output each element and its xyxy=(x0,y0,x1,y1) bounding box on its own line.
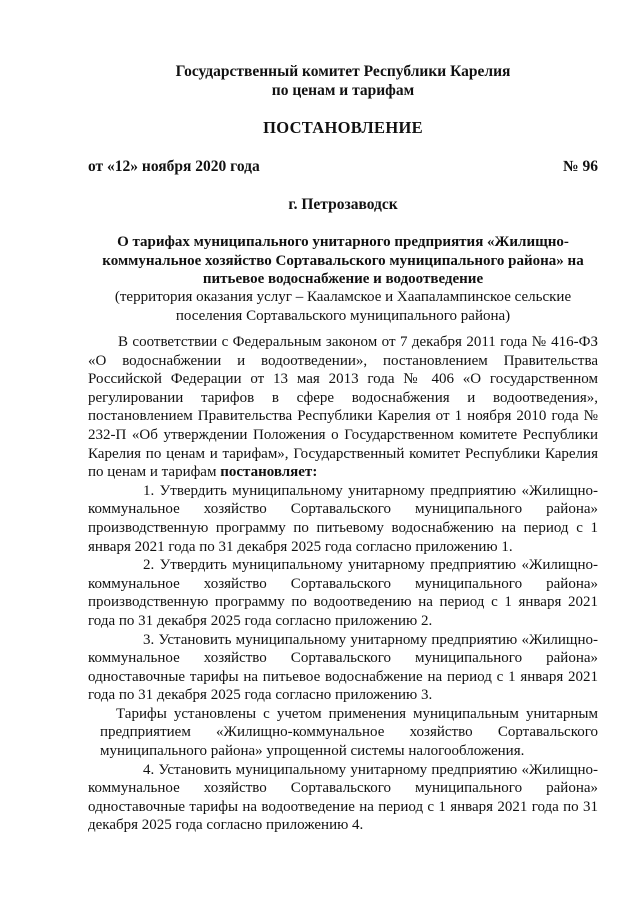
document-type: ПОСТАНОВЛЕНИЕ xyxy=(263,118,423,137)
item-3: 3. Установить муниципальному унитарному предприятию «Жилищно-коммунальное хозяйство Сортавальского муниципального района» одноставочные тарифы на питьевое водоснабжение на период с 1 января 2021 года по 31 декабря 2025 года согласно приложению 3. xyxy=(88,631,598,704)
item-2: 2. Утвердить муниципальному унитарному предприятию «Жилищно-коммунальное хозяйство Сортавальского муниципального района» производственную программу по водоотведению на период с 1 января 2021 года по 31 декабря 2025 года согласно приложению 2. xyxy=(88,557,598,629)
document-subtitle: (территория оказания услуг – Кааламское и Хаапалампинское сельские поселения Сортавальского муниципального района) xyxy=(114,289,572,324)
item-4: 4. Установить муниципальному унитарному предприятию «Жилищно-коммунальное хозяйство Сортавальского муниципального района» одноставочные тарифы на водоотведение на период с 1 января 2021 года по 31 декабря 2025 года согласно приложению 4. xyxy=(88,761,598,834)
document-body xyxy=(88,333,598,835)
preamble-text: В соответствии с Федеральным законом от 7 декабря 2011 года № 416-ФЗ «О водоснабжении и водоотведении», постановлением Правительства Российской Федерации от 13 мая 2013 года № 406 «О государственном регулировании тарифов в сфере водоснабжения и водоотведения», постановлением Правительства Республики Карелия от 1 ноября 2010 года № 232-П «Об утверждении Положения о Государственном комитете Республики Карелия по ценам и тарифам», Государственный комитет Республики Карелия по ценам и тарифам xyxy=(88,334,598,481)
document-title: О тарифах муниципального унитарного предприятия «Жилищно-коммунальное хозяйство Сортавальского муниципального района» на питьевое водоснабжение и водоотведение xyxy=(102,234,584,287)
issuer-header xyxy=(88,62,598,100)
resolves-word: постановляет xyxy=(220,464,313,481)
date-number-row xyxy=(88,158,598,176)
tax-note: Тарифы установлены с учетом применения муниципальным унитарным предприятием «Жилищно-коммунальное хозяйство Сортавальского муниципального района» упрощенной системы налогообложения. xyxy=(100,705,598,760)
document-number: № 96 xyxy=(563,158,598,175)
document-date: от «12» ноября 2020 года xyxy=(88,158,260,175)
issuer-line-2: по ценам и тарифам xyxy=(271,82,415,99)
resolves-colon: : xyxy=(312,464,318,481)
preamble-paragraph xyxy=(88,333,598,482)
item-1: 1. Утвердить муниципальному унитарному предприятию «Жилищно-коммунальное хозяйство Сортавальского муниципального района» производственную программу по питьевому водоснабжению на период с 1 января 2021 года по 31 декабря 2025 года согласно приложению 1. xyxy=(88,482,598,555)
document-city: г. Петрозаводск xyxy=(288,196,398,213)
issuer-line-1: Государственный комитет Республики Карелия xyxy=(175,63,511,80)
